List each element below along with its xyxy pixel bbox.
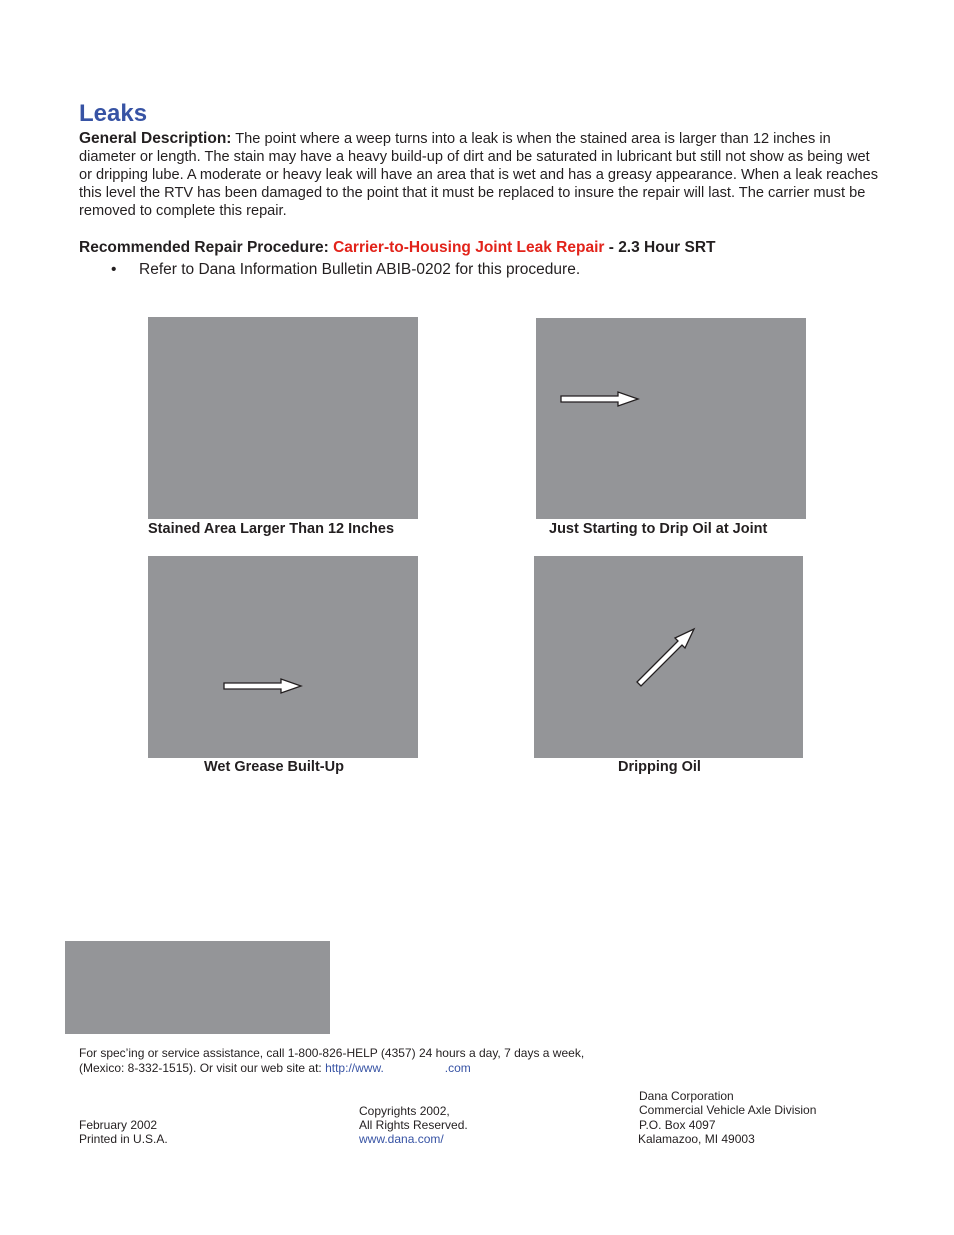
assistance-mexico-text: (Mexico: 8-332-1515). Or visit our web site at: bbox=[79, 1061, 326, 1075]
repair-procedure-separator: - bbox=[604, 239, 619, 256]
assistance-line-1: For spec’ing or service assistance, call 1-800-826-HELP (4357) 24 hours a day, 7 days a week, bbox=[79, 1046, 585, 1060]
arrow-right-icon bbox=[536, 318, 806, 519]
company-logo bbox=[65, 941, 330, 1034]
website-link-end[interactable]: .com bbox=[444, 1061, 471, 1075]
photo-caption-drip-at-joint: Just Starting to Drip Oil at Joint bbox=[549, 521, 768, 537]
publish-date: February 2002 bbox=[79, 1118, 158, 1132]
repair-procedure-name: Carrier-to-Housing Joint Leak Repair bbox=[333, 239, 605, 256]
assistance-line-2 bbox=[79, 1061, 471, 1076]
photo-caption-dripping-oil: Dripping Oil bbox=[618, 759, 701, 775]
rights-reserved: All Rights Reserved. bbox=[359, 1118, 468, 1132]
general-description-label: General Description: bbox=[79, 130, 232, 147]
arrow-right-icon bbox=[148, 556, 418, 758]
company-city: Kalamazoo, MI 49003 bbox=[638, 1132, 755, 1146]
general-description bbox=[79, 130, 879, 220]
company-name: Dana Corporation bbox=[639, 1089, 734, 1103]
repair-procedure-time: 2.3 Hour SRT bbox=[618, 239, 716, 256]
general-description-text: The point where a weep turns into a leak is when the stained area is larger than 12 inches in diameter or length. The stain may have a heavy build-up of dirt and be saturated in lubricant but still not show as being wet or dripping lube. A moderate or heavy leak will have an area that is wet and has a greasy appearance. When a leak reaches this level the RTV has been damaged to the point that it must be replaced to insure the repair will last. The carrier must be removed to complete this repair. bbox=[79, 131, 879, 219]
photo-caption-wet-grease: Wet Grease Built-Up bbox=[204, 759, 344, 775]
procedure-bullet bbox=[111, 261, 580, 279]
photo-drip-at-joint bbox=[536, 318, 806, 519]
procedure-bullet-text: Refer to Dana Information Bulletin ABIB-0202 for this procedure. bbox=[139, 261, 581, 278]
page-title: Leaks bbox=[79, 100, 148, 127]
photo-dripping-oil bbox=[534, 556, 803, 758]
website-link-start[interactable]: http://www. bbox=[325, 1061, 384, 1075]
po-box: P.O. Box 4097 bbox=[639, 1118, 716, 1132]
company-division: Commercial Vehicle Axle Division bbox=[639, 1103, 817, 1117]
repair-procedure-label: Recommended Repair Procedure: bbox=[79, 239, 334, 256]
photo-stained-area bbox=[148, 317, 418, 519]
photo-caption-stained-area: Stained Area Larger Than 12 Inches bbox=[148, 521, 395, 537]
printed-in: Printed in U.S.A. bbox=[79, 1132, 168, 1146]
photo-wet-grease bbox=[148, 556, 418, 758]
arrow-diagonal-icon bbox=[534, 556, 803, 758]
dana-website-link[interactable]: www.dana.com/ bbox=[359, 1132, 444, 1146]
bullet-dot: • bbox=[111, 261, 117, 278]
repair-procedure bbox=[79, 239, 716, 257]
copyright: Copyrights 2002, bbox=[359, 1104, 450, 1118]
